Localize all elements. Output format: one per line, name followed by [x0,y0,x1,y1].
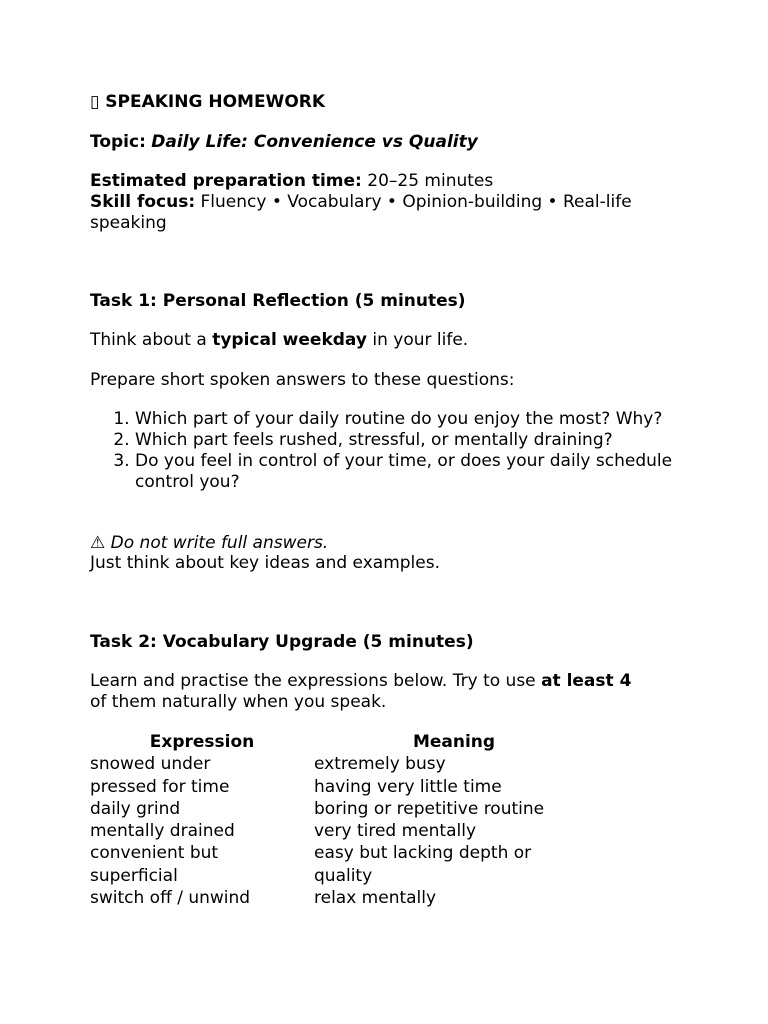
prep-time-value: 20–25 minutes [367,171,494,191]
expression-cell: convenient but superficial [90,843,219,886]
table-row [90,753,594,775]
task1-note: Just think about key ideas and examples. [90,553,440,573]
topic-line [90,132,478,153]
warning-icon: ⚠ [90,533,106,553]
task2-intro-before: Learn and practise the expressions below. Try to use [90,671,536,691]
topic-label: Topic: [90,132,146,152]
task1-intro-bold: typical weekday [212,330,367,350]
task2-intro-continuation: of them naturally when you speak. [90,692,387,712]
task2-intro-bold: at least 4 [541,671,632,691]
skill-focus-continuation: speaking [90,213,167,233]
question-item: 2. Which part feels rushed, stressful, or mentally draining? [135,430,695,451]
vocabulary-table [90,731,594,909]
task1-intro-after: in your life. [372,330,469,350]
meaning-cell: easy but lacking depth or quality [314,843,532,886]
task1-prompt: Prepare short spoken answers to these questions: [90,370,515,390]
expression-cell: pressed for time [90,776,230,797]
task1-intro-before: Think about a [90,330,207,350]
column-header-meaning: Meaning [412,732,496,752]
topic-value: Daily Life: Convenience vs Quality [151,132,478,152]
meaning-cell: boring or repetitive routine [314,798,545,819]
task2-heading: Task 2: Vocabulary Upgrade (5 minutes) [90,632,474,652]
meaning-cell: relax mentally [314,888,437,909]
task1-heading: Task 1: Personal Reflection (5 minutes) [90,291,466,311]
task2-intro [90,671,631,692]
skill-focus-value: Fluency • Vocabulary • Opinion-building • Real-life [200,192,632,212]
skill-focus-line [90,192,632,213]
table-row [90,820,594,842]
prep-time-label: Estimated preparation time: [90,171,362,191]
table-row [90,798,594,820]
prep-time-line [90,171,493,192]
expression-cell: daily grind [90,798,181,819]
meaning-cell: very tired mentally [314,821,477,842]
task1-warning [90,533,328,554]
question-item: 3. Do you feel in control of your time, or does your daily schedule control you? [135,451,695,493]
table-row [90,887,594,909]
meaning-cell: extremely busy [314,754,446,775]
meaning-cell: having very little time [314,776,502,797]
task1-warning-text: Do not write full answers. [110,533,329,553]
column-header-expression: Expression [149,732,255,752]
skill-focus-label: Skill focus: [90,192,196,212]
table-header-row [90,731,594,753]
speaking-icon: ▯ [90,92,100,112]
table-row [90,842,594,887]
expression-cell: switch off / unwind [90,888,251,909]
homework-title-text: SPEAKING HOMEWORK [105,92,326,112]
expression-cell: snowed under [90,754,211,775]
homework-title [90,92,325,113]
question-item: 1. Which part of your daily routine do you enjoy the most? Why? [135,409,695,430]
task1-question-list [90,409,695,493]
table-row [90,776,594,798]
task1-intro [90,330,468,351]
expression-cell: mentally drained [90,821,235,842]
